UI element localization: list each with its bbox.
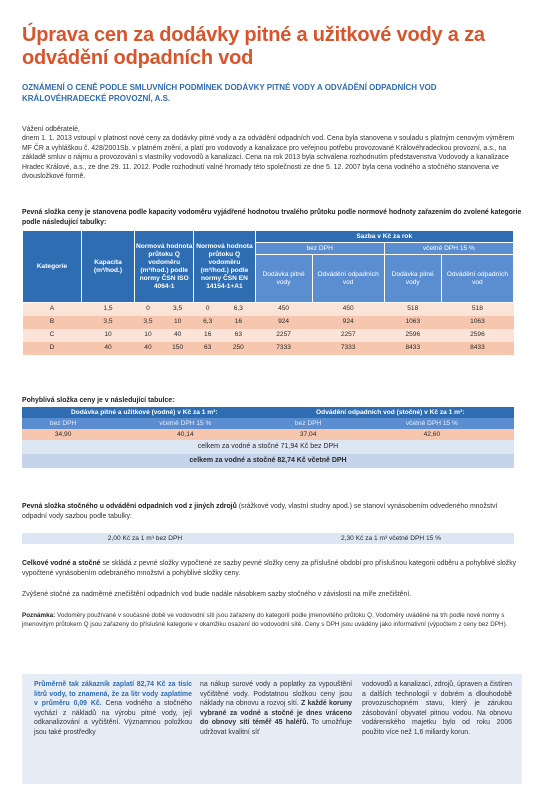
th-norm-en: Normová hodnota průtoku Q vodoměru (m³/hod.) podle normy ČSN EN 14154-1+A1 <box>194 231 255 303</box>
info-col2c: To umožňuje udržovat kvalitní síť <box>200 719 352 736</box>
total-bold: Celkové vodné a stočné <box>22 560 101 567</box>
th-water-1: Dodávka pitné vody <box>255 255 312 303</box>
table-row <box>23 329 514 342</box>
cell: 3,5 <box>135 316 162 329</box>
cell: 0 <box>135 303 162 316</box>
cell: 0 <box>194 303 222 316</box>
cell: 16 <box>194 329 222 342</box>
th-rate: Sazba v Kč za rok <box>255 231 513 243</box>
cell: 16 <box>222 316 255 329</box>
cell: 450 <box>255 303 312 316</box>
th-water-rate: Dodávka pitné a užitkové (vodné) v Kč za 1 m³: <box>22 407 266 418</box>
total-text: se skládá z pevné složky vypočtené ze sazby pevné složky ceny za příslušné období pro příslušnou kategorii odběru a pohyblivé složky vypočtené vynásobením odebraného množství a pohyblivé složky ceny. <box>22 560 517 577</box>
cell: 1063 <box>384 316 441 329</box>
cell: D <box>23 342 82 355</box>
th-waste-rate: Odvádění odpadních vod (stočné) v Kč za 1 m³: <box>266 407 514 418</box>
th-waste-1: Odvádění odpadních vod <box>312 255 384 303</box>
subtitle: OZNÁMENÍ O CENĚ PODLE SMLUVNÍCH PODMÍNEK DODÁVKY PITNÉ VODY A ODVÁDĚNÍ ODPADNÍCH VOD KRÁLOVÉHRADECKÉ PROVOZNÍ, A.S. <box>22 83 437 103</box>
note-paragraph <box>22 612 522 629</box>
cell: 63 <box>222 329 255 342</box>
note-label: Poznámka: <box>22 612 56 619</box>
cell: A <box>23 303 82 316</box>
info-col-1 <box>34 680 192 737</box>
variable-heading: Pohyblivá složka ceny je v následující tabulce: <box>22 397 175 404</box>
th-no-vat: bez DPH <box>255 243 384 255</box>
cell: 3,5 <box>161 303 193 316</box>
th-norm-iso: Normová hodnota průtoku Q vodoměru (m³/hod.) podle normy ČSN ISO 4064-1 <box>135 231 194 303</box>
total-with-vat: celkem za vodné a stočné 82,74 Kč včetně DPH <box>22 454 514 468</box>
cell: 40 <box>135 342 162 355</box>
cell: 6,3 <box>222 303 255 316</box>
variable-rate-table <box>22 407 514 468</box>
cell: 518 <box>384 303 441 316</box>
increased-paragraph: Zvýšené stočné za nadměrné znečištění odpadních vod bude nadále násobkem sazby stočného v závislosti na míře znečištění. <box>22 591 412 598</box>
cell: 10 <box>161 316 193 329</box>
th-waste-2: Odvádění odpadních vod <box>441 255 513 303</box>
cell: C <box>23 329 82 342</box>
info-col2a: na nákup surové vody a poplatky za vypouštění vyčištěné vody. Podstatnou složkou ceny jsou náklady na obnovu a rozvoj sítí. <box>200 681 352 707</box>
th-water-2: Dodávka pitné vody <box>384 255 441 303</box>
fixed-rate-table <box>22 230 514 355</box>
th-capacity: Kapacita (m³/hod.) <box>82 231 135 303</box>
cell: 40 <box>82 342 135 355</box>
sewage-rate-table <box>22 533 514 544</box>
cell: 1063 <box>441 316 513 329</box>
table-row <box>23 316 514 329</box>
waste-no-vat: 37,04 <box>266 429 349 440</box>
sewage-bold: Pevná složka stočného u odvádění odpadních vod z jiných zdrojů <box>22 503 237 510</box>
sewage-paragraph <box>22 502 522 521</box>
cell: 10 <box>82 329 135 342</box>
cell: 10 <box>135 329 162 342</box>
intro-paragraph: dnem 1. 1. 2013 vstoupí v platnost nové ceny za dodávky pitné vody a za odvádění odpadních vod. Cena byla stanovena v souladu s platným cenovým výměrem MF ČR a vyhláškou č. 428/2001Sb. v platném znění, a platí pro vodovody a kanalizace pro veřejnou potřebu provozované Královéhradeckou provozní, a.s., na základě smluv o nájmu a provozování s vlastníky vodovodů a kanalizací. Cena na rok 2013 byla schválena rozhodnutím představenstva Vodovody a kanalizace Hradec Králové, a.s., ze dne 29. 11. 2012. Podle rozhodnutí valné hromady této společnosti ze dne 5. 12. 2007 byla cena vodného a stočného stanovena ve dvousložkové formě. <box>22 135 515 181</box>
cell: 150 <box>161 342 193 355</box>
table-row <box>23 342 514 355</box>
th-with-vat: včetně DPH 15 % <box>104 418 266 429</box>
th-no-vat: bez DPH <box>266 418 349 429</box>
water-with-vat: 40,14 <box>104 429 266 440</box>
cell: 924 <box>312 316 384 329</box>
cell: 6,3 <box>194 316 222 329</box>
page-title: Úprava cen za dodávky pitné a užitkové vody a za odvádění odpadních vod <box>22 24 485 69</box>
info-col2b: Z každé koruny vybrané za vodné a stočné je dnes vráceno do obnovy sítí téměř 45 haléřů. <box>200 700 352 726</box>
th-with-vat: včetně DPH 15 % <box>350 418 514 429</box>
cell: 518 <box>441 303 513 316</box>
cell: 450 <box>312 303 384 316</box>
cell: 2596 <box>384 329 441 342</box>
greeting: Vážení odběratelé, <box>22 126 80 133</box>
cell: 3,5 <box>82 316 135 329</box>
cell: 40 <box>161 329 193 342</box>
sewage-rate-no-vat: 2,00 Kč za 1 m³ bez DPH <box>22 533 268 544</box>
cell: 2257 <box>312 329 384 342</box>
total-paragraph <box>22 559 522 578</box>
info-col1-text: Cena vodného a stočného vychází z nákladů na výrobu pitné vody, její odkanalizování a vyčištění. Významnou položkou jsou také prostředky <box>34 700 192 736</box>
cell: 250 <box>222 342 255 355</box>
th-category: Kategorie <box>23 231 82 303</box>
fixed-heading: Pevná složka ceny je stanovena podle kapacity vodoměru vyjádřené hodnotou trvalého průtoku podle normové hodnoty zařazením do zvolené kategorie podle následující tabulky: <box>22 209 522 226</box>
water-no-vat: 34,90 <box>22 429 104 440</box>
cell: B <box>23 316 82 329</box>
sewage-rate-with-vat: 2,30 Kč za 1 m³ včetně DPH 15 % <box>268 533 514 544</box>
note-text: Vodoměry používané v současné době ve vodovodní síti jsou zařazeny do kategorií podle jmenovitého průtoku Q. Vodoměry uváděné na trh podle nové normy s jmenovitým průtokem Q jsou zařazeny do příslušné kategorie v okamžiku osazení do vodovodní sítě. Ceny s DPH jsou uváděny jako informativní (výpočtem z ceny bez DPH). <box>22 612 508 628</box>
cell: 7333 <box>312 342 384 355</box>
cell: 924 <box>255 316 312 329</box>
info-highlight: Průměrně tak zákazník zaplatí 82,74 Kč za tisíc litrů vody, to znamená, že za litr vody zaplatíme v průměru 0,09 Kč. <box>34 681 192 707</box>
cell: 63 <box>194 342 222 355</box>
total-no-vat: celkem za vodné a stočné 71,94 Kč bez DPH <box>22 440 514 454</box>
th-with-vat: včetně DPH 15 % <box>384 243 513 255</box>
sewage-text: (srážkové vody, vlastní studny apod.) se stanoví vynásobením odvedeného množství odpadní vody sazbou podle tabulky: <box>22 503 498 520</box>
cell: 7333 <box>255 342 312 355</box>
info-col-2 <box>200 680 352 737</box>
cell: 2596 <box>441 329 513 342</box>
cell: 1,5 <box>82 303 135 316</box>
table-row <box>23 303 514 316</box>
waste-with-vat: 42,60 <box>350 429 514 440</box>
cell: 2257 <box>255 329 312 342</box>
cell: 8433 <box>384 342 441 355</box>
cell: 8433 <box>441 342 513 355</box>
th-no-vat: bez DPH <box>22 418 104 429</box>
info-col-3: vodovodů a kanalizací, zdrojů, úpraven a čistíren a dalších technologií v dobrém a dlouhodobě provozuschopném stavu, který je zárukou zásobování obyvatel pitnou vodou. Na obnovu vodárenského majetku bylo od roku 2006 použito více než 1,6 miliardy korun. <box>362 681 512 736</box>
